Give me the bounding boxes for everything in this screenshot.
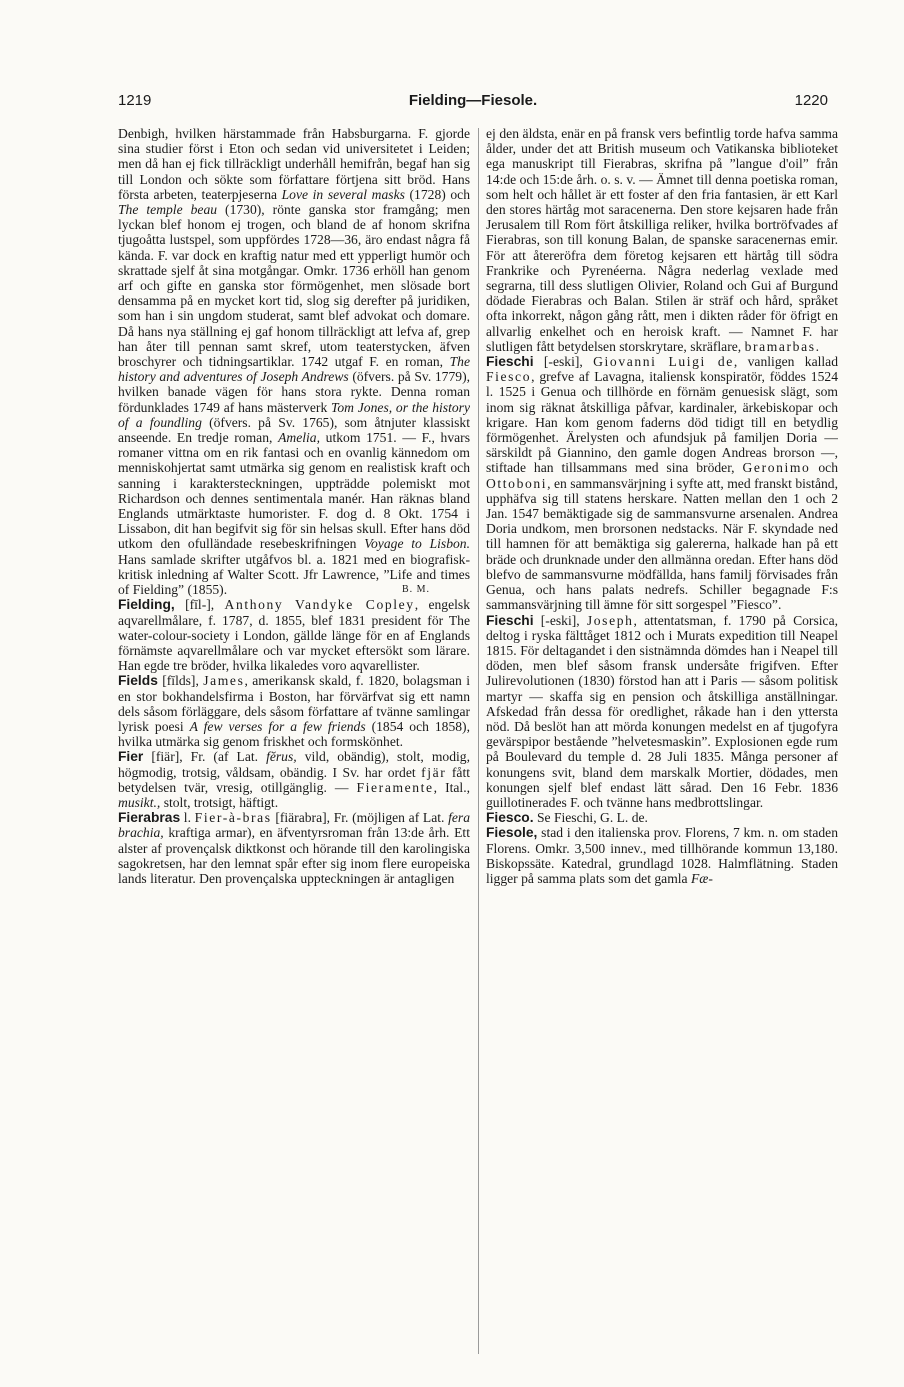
- latin-term: fera brachia,: [118, 810, 470, 841]
- headword: Fiesco.: [486, 810, 534, 826]
- latin-term: fĕrus,: [266, 749, 297, 765]
- term: fjär: [421, 764, 447, 780]
- page-header: [118, 92, 828, 114]
- author-signature: B. M.: [401, 584, 430, 596]
- abbreviation: musikt.,: [118, 794, 161, 810]
- text: , engelsk aqvarellmålare, f. 1787, d. 1855, blef 1831 president för The water-colour-society i London, gällde länge för en af Englands förnämste aqvarellmålare och var mycket eftersökt som lärare. Han egde tre bröder, hvilka likaledes voro aqvarellister.: [118, 597, 470, 674]
- text: vild, obändig), stolt, modig, högmodig, trotsig, våldsam, obändig. I Sv. har ordet: [118, 749, 470, 780]
- right-page-number: 1220: [794, 92, 828, 109]
- text: (1730), rönte ganska stor framgång; men lyckan blef honom ej trogen, och bland de af honom skrifna tjugoåtta lustspel, som uppfördes 1728—36, äro endast några få kända. F. var dock en kraftig natur med ett ypperligt humör och skrattade sjelf åt sina motgångar. Omkr. 1736 erhöll han genom arf och gifte en ganska stor förmögenhet, men slösade bort densamma på en mycket kort tid, slog sig derefter på juridiken, som han i sin ungdom studerat, samt blef advokat och domare. Då hans nya ställning ej gaf honom tillräckligt att lefva af, grep han åter till pennan samt skref, utom teaterstycken, äfven broschyrer och tidningsartiklar. 1742 utgaf F. en roman,: [118, 202, 470, 370]
- text: och: [810, 460, 838, 476]
- headword: Fieschi: [486, 612, 534, 628]
- text: [-eski],: [533, 612, 587, 628]
- text: stad i den italienska prov. Florens, 7 km. n. om staden Florens. Omkr. 3,500 innev., med tillhörande kommun 13,180. Biskopssäte. Katedral, grundlagd 1028. Halmflätning. Staden ligger på samma plats som det gamla: [486, 825, 838, 886]
- text: , Ital.,: [433, 779, 470, 795]
- text: stolt, trotsigt, häftigt.: [160, 794, 279, 810]
- left-page-number: 1219: [118, 92, 152, 109]
- entry-fielding-anthony: [118, 597, 470, 673]
- text: kraftiga armar), en äfventyrsroman från 13:de årh. Ett alster af provençalsk diktkonst och hörande till den karolingiska sagokretsen, har den lemnat spår efter sig inom flere europeiska lands literatur. Den provençalska uppteckningen är antagligen: [118, 825, 470, 886]
- text: , grefve af Lavagna, italiensk konspiratör, föddes 1524 l. 1525 i Genua och tillhörde en förnäm genuesisk slägt, som inom sig räknat åtskilliga påfvar, kardinaler, ärkebiskopar och krigare. Han kom genom faderns död tidigt till en betydlig förmögenhet. Ärelysten och afundsjuk på familjen Doria — särskildt på Giannino, den gamle dogen Andreas brorson —, stiftade han tillsammans med sina bröder,: [486, 369, 838, 476]
- text: , amerikansk skald, f. 1820, bolagsman i en stor bokhandelsfirma i Boston, har förvärfvat sig ett namn dels såsom förläggare, dels såsom författare af tvänne samlingar lyrisk poesi: [118, 673, 470, 734]
- person-name: Joseph: [586, 612, 634, 628]
- headword: Fier: [118, 749, 144, 765]
- person-name: Anthony Vandyke Copley: [224, 597, 415, 613]
- text: (öfvers. på Sv. 1779), hvilken banade vägen för hans stora rykte. Denna roman fördunklades 1749 af hans mästerverk: [118, 369, 470, 415]
- term: Fieramente: [356, 779, 434, 795]
- person-name: Giovanni Luigi de: [593, 354, 734, 370]
- work-title: Amelia,: [278, 430, 320, 446]
- running-title: Fielding—Fiesole.: [408, 92, 538, 109]
- work-title: The temple beau: [118, 202, 218, 218]
- text: (1854 och 1858), hvilka utmärka sig genom friskhet och formskönhet.: [118, 718, 470, 750]
- text: fått betydelsen tvär, vresig, otillgänglig. —: [118, 764, 470, 795]
- entry-fier: [118, 749, 470, 810]
- text: [fiärabra], Fr. (möjligen af Lat.: [271, 810, 449, 826]
- text: Hans samlade skrifter utgåfvos bl. a. 1821 med en biografisk-kritisk inledning af Walter Scott. Jfr Lawrence, ”Life and times of Fielding” (1855).: [118, 551, 470, 598]
- text: l.: [180, 810, 195, 826]
- text: [fīlds],: [157, 673, 204, 689]
- entry-fields: [118, 673, 470, 749]
- headword: Fiesole,: [486, 825, 538, 841]
- left-column: [118, 126, 470, 1366]
- text: Denbigh, hvilken härstammade från Habsburgarna. F. gjorde sina studier först i Eton och sedan vid universitetet i Leiden; men då han ej fick tillräckligt underhåll hemifrån, begaf han sig till London och sökte som författare förtjena sitt bröd. Hans första arbeten, teaterpjeserna: [118, 126, 470, 202]
- text: , en sammansvärjning i syfte att, med franskt bistånd, upphäfva sig till statens herskare. Natten mellan den 1 och 2 Jan. 1547 bemäktigade sig de sammansvurne arsenalen. Andrea Doria undkom, men brorsonen nedstacks. När F. skyndade ned till hamnen för att bemäktiga sig galererna, halkade han på ett bräde och drunknade under den allmänna oredan. Efter hans död blefvo de sammansvurne mödfällda, hans familj förvisades från Genua, och hans palats nedrefs. Schiller begagnade F:s sammansvärjning till ämne för sitt sorgespel ”Fiesco”.: [486, 475, 838, 613]
- text: ej den äldsta, enär en på fransk vers befintlig torde hafva samma ålder, under det att British museum och Vatikanska biblioteket ega manuskript till Fierabras, skrifna på ”langue d'oil” från 14:de och 15:de årh. o. s. v. — Ämnet till denna poetiska roman, som helt och hållet är ett foster af den fria fantasien, är ett Karl den stores härtåg mot saracenerna. Den store kejsaren hade från Jerusalem till Rom fört åtskilliga reliker, hvilka bortröfvades af Fierabras, son till konung Balan, de spanske saracenernas emir. För att återeröfra dem företog kejsaren ett härtåg till södra Frankrike och Pyrenéerna. Några nederlag vexlade med segrarna, till dess slutligen Olivier, Roland och Gui af Burgund dödade Fierabras och Balan. Stilen är sträf och hård, språket ofta inkorrekt, någon gång rått, men i dikten råder för öfrigt en allvarlig enkelhet och en heroisk kraft. — Namnet F. har slutligen fått betydelsen storskrytare, skräflare,: [486, 126, 838, 354]
- person-name: Ottoboni: [486, 475, 548, 491]
- work-title: Voyage to Lisbon.: [364, 536, 470, 552]
- person-name: Fiesco: [486, 369, 532, 385]
- entry-fieschi-joseph: [486, 613, 838, 811]
- headword: Fieschi: [486, 354, 534, 370]
- entry-fiesco: [486, 810, 838, 825]
- text: [fiär], Fr. (af Lat.: [143, 749, 267, 765]
- headword: Fielding,: [118, 597, 175, 613]
- headword: Fierabras: [118, 810, 181, 826]
- text: Se Fieschi, G. L. de.: [533, 810, 648, 826]
- text: utkom 1751. — F., hvars romaner vittna om en rik fantasi och en ovanlig kännedom om menniskohjertat samt utmärka sig genom en realistisk kraft och sanning i karaktersteckningen, uppträdde polemiskt mot Richardson och dennes sentimentala manér. Han räknas bland Englands utmärktaste humorister. F. dog d. 8 Okt. 1754 i Lissabon, dit han begifvit sig för sin helsas skull. Efter hans död utkom den ofulländade resebeskrifningen: [118, 430, 470, 552]
- text: , vanligen kallad: [733, 354, 838, 370]
- entry-fielding-henry-continued: [118, 126, 470, 597]
- text: (1728) och: [404, 186, 470, 202]
- work-title: A few verses for a few friends: [189, 718, 366, 734]
- entry-fiesole: [486, 825, 838, 886]
- term: Fier-à-bras: [194, 810, 272, 826]
- right-column: [486, 126, 838, 1366]
- person-name: James: [203, 673, 245, 689]
- entry-fieschi-giovanni: [486, 354, 838, 612]
- work-title: Tom Jones, or the history of a foundling: [118, 399, 470, 430]
- text: .: [815, 338, 819, 354]
- text: , attentatsman, f. 1790 på Corsica, deltog i ryska fälttåget 1812 och i Murats expedition till Neapel 1815. För deltagandet i den sistnämnda dömdes han i Neapel till döden, men blef såsom fransk undersåte frigifven. Efter Julirevolutionen (1830) förstod han att i Paris — såsom politisk martyr — skaffa sig en pension och åtskilliga anställningar. Afskedad från dessa för oredlighet, råkade han i den yttersta nöd. Då beslöt han att mörda konungen medelst en af tjugofyra gevärspipor bestående ”helvetesmaskin”. Explosionen egde rum på Boulevard du temple d. 28 Juli 1835. Många personer af konungens svit, bland dem marskalk Mortier, dödades, men konungen sjelf blef endast lätt sårad. Den 16 Febr. 1836 guillotinerades F. och tvänne hans medbrottslingar.: [486, 612, 838, 810]
- work-title: Love in several masks: [281, 186, 405, 202]
- term: bramarbas: [744, 338, 816, 354]
- work-title: The history and adventures of Joseph Andrews: [118, 354, 470, 385]
- column-divider: [478, 128, 479, 1354]
- person-name: Geronimo: [742, 460, 811, 476]
- entry-fierabras: [118, 810, 470, 886]
- text: [fīl-],: [174, 597, 225, 613]
- place-name: Fæ-: [691, 870, 713, 886]
- text: (öfvers. på Sv. 1765), som åtnjuter klassiskt anseende. En tredje roman,: [118, 414, 470, 446]
- entry-fierabras-continued: [486, 126, 838, 354]
- headword: Fields: [118, 673, 158, 689]
- text: [-eski],: [533, 354, 594, 370]
